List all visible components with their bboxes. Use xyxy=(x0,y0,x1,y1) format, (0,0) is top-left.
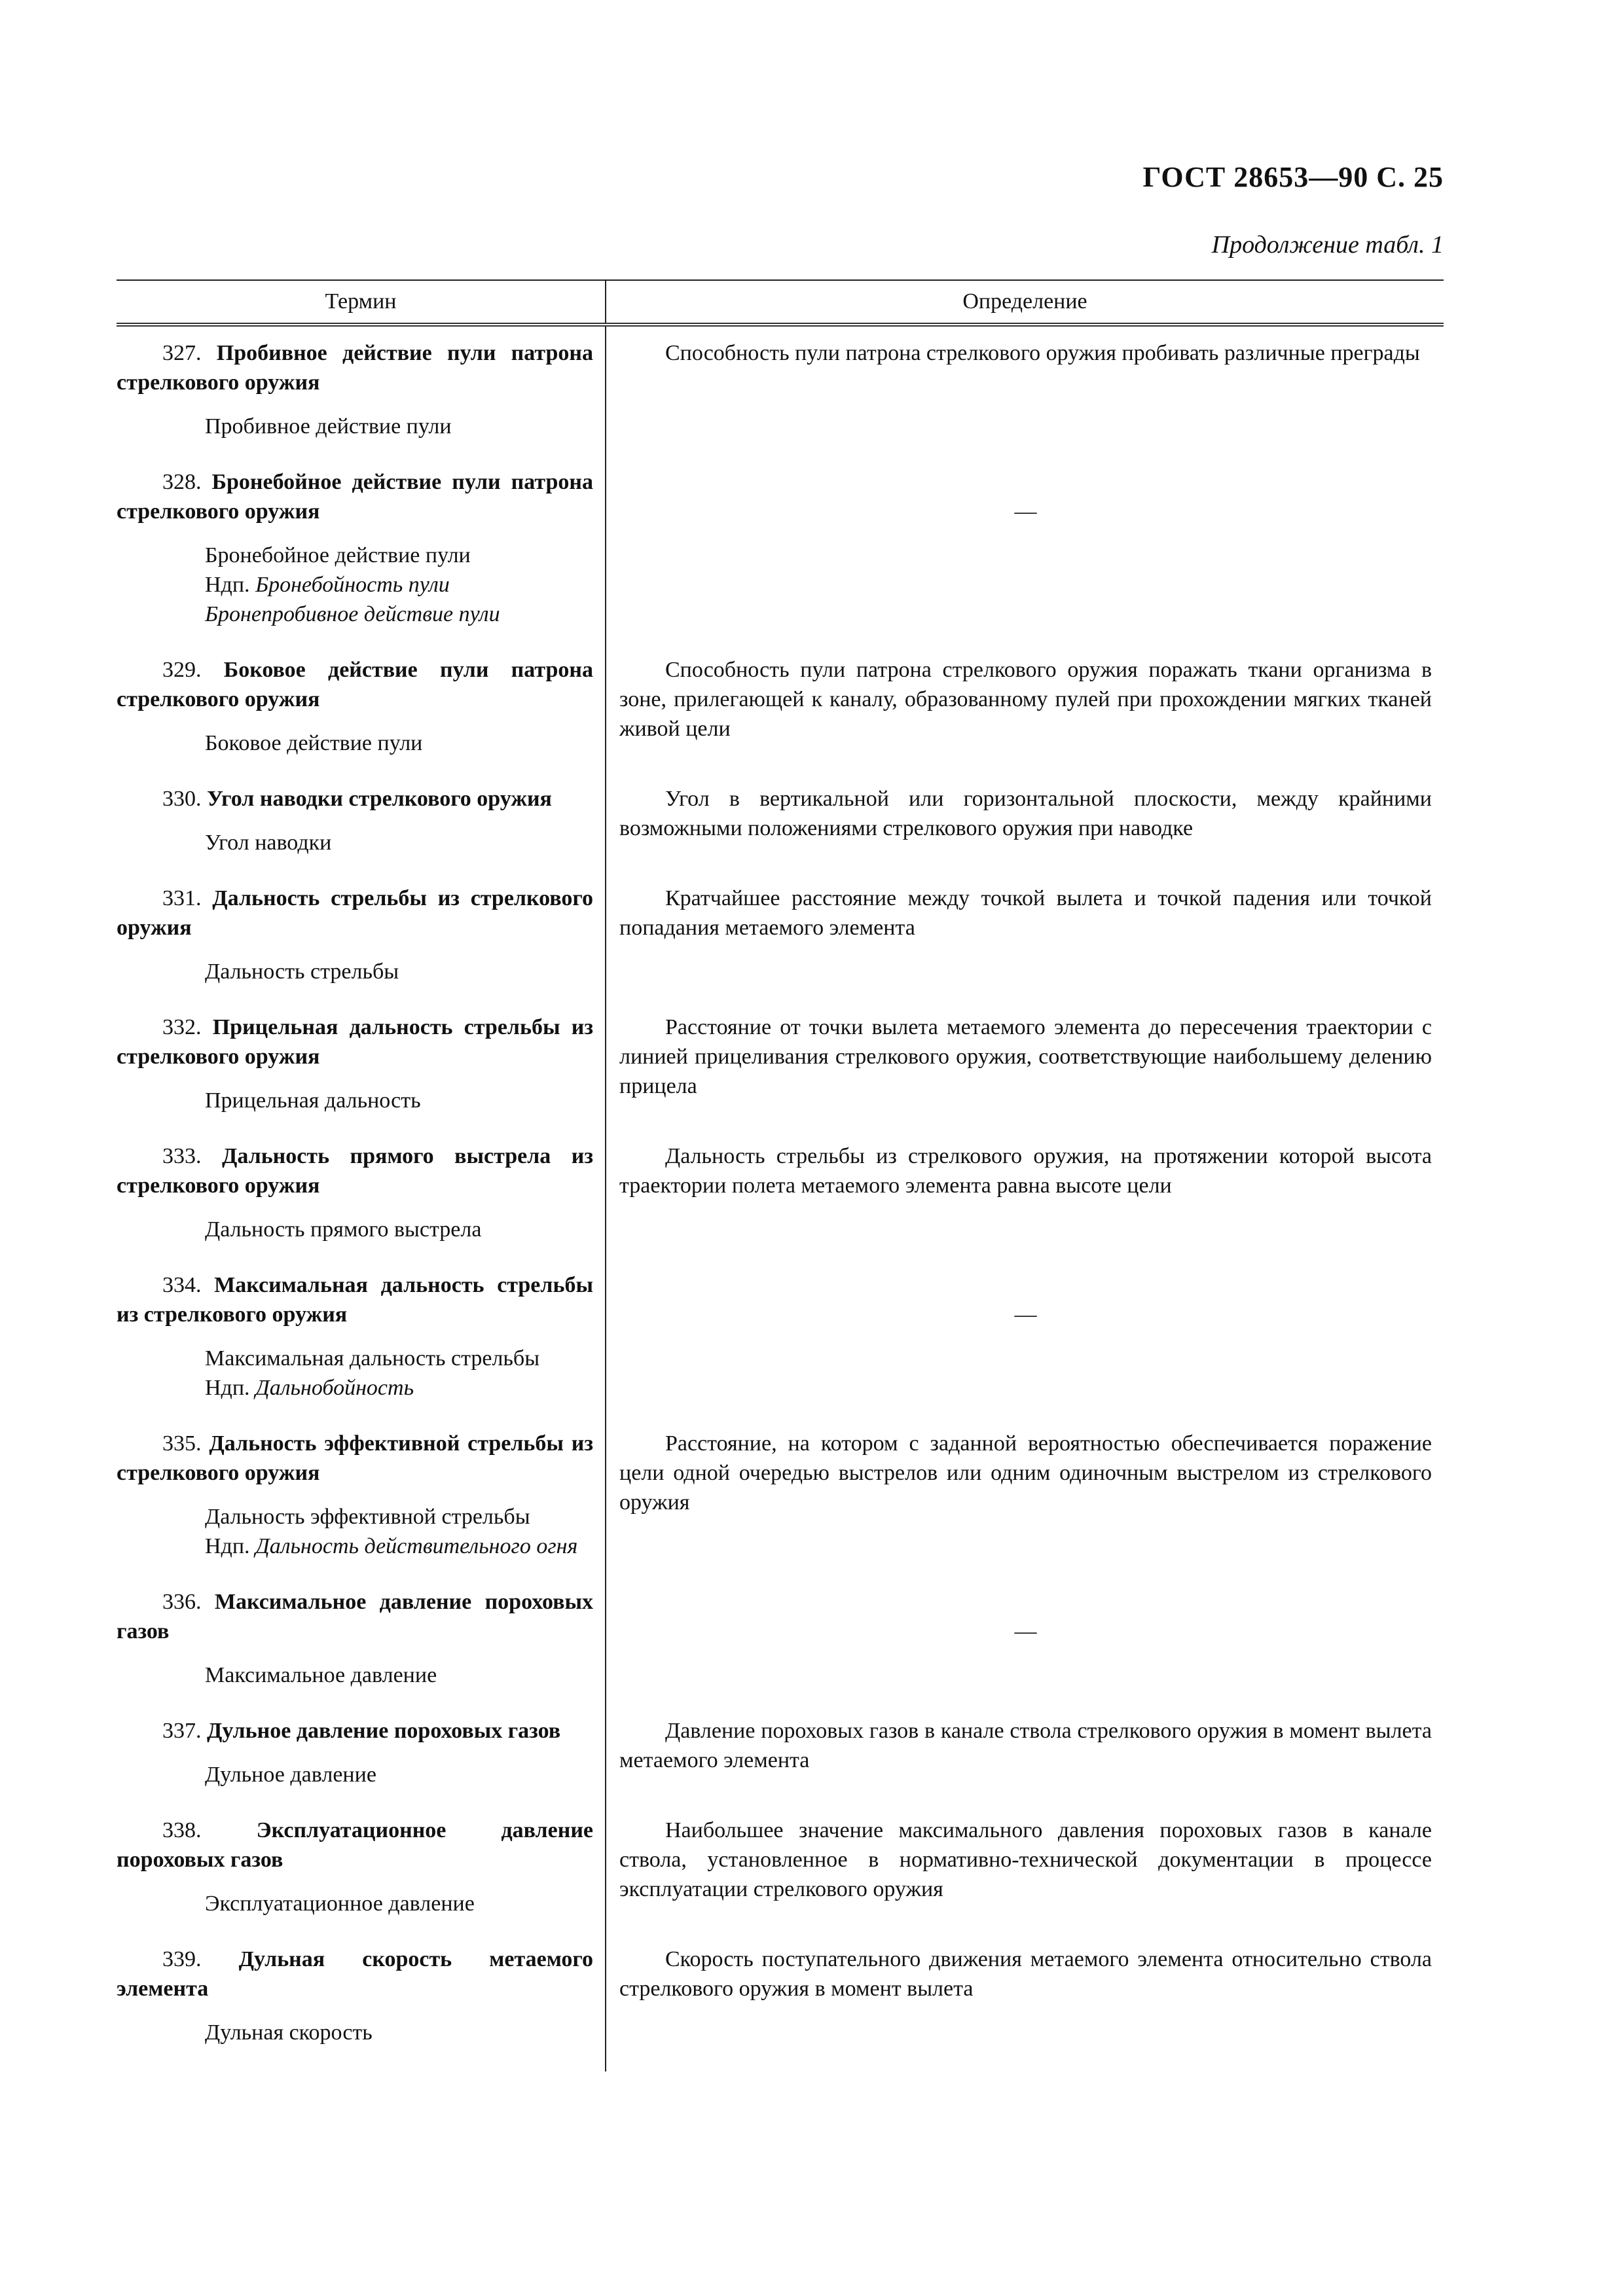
term-short-text: Пробивное действие пули xyxy=(205,414,452,439)
term-text: Угол наводки стрелкового оружия xyxy=(207,787,552,811)
term-short-text: Боковое действие пули xyxy=(205,731,423,755)
term-text: Дульная скорость метаемого элемента xyxy=(117,1947,593,2001)
ndp-label: Ндп. xyxy=(205,573,256,597)
ndp-label: Ндп. xyxy=(205,1534,256,1558)
column-header-term: Термин xyxy=(117,281,606,323)
term-number: 331. xyxy=(162,886,213,910)
term-short-form xyxy=(117,1502,593,1561)
ndp-term: Дальность действительного огня xyxy=(255,1534,578,1558)
table-row xyxy=(117,1259,1444,1417)
table-row xyxy=(117,1575,1444,1704)
table-row xyxy=(117,1804,1444,1933)
term-cell xyxy=(117,1141,606,1244)
term-short-text: Дульная скорость xyxy=(205,2020,373,2045)
ndp-label: Ндп. xyxy=(205,1376,256,1400)
ndp-term-alt: Бронепробивное действие пули xyxy=(205,602,500,626)
term-title xyxy=(117,1141,593,1200)
term-number: 334. xyxy=(162,1273,215,1297)
definition-text: Расстояние, на котором с заданной вероятностью обеспечивается поражение цели одной очередью выстрелов или одним одиночным выстрелом из стрелкового оружия xyxy=(619,1431,1432,1515)
term-cell xyxy=(117,1013,606,1115)
term-number: 333. xyxy=(162,1144,222,1168)
definition-text: — xyxy=(1014,1302,1037,1327)
term-cell xyxy=(117,784,606,857)
terms-table xyxy=(117,279,1444,2072)
term-short-form xyxy=(117,1889,593,1918)
table-row xyxy=(117,1933,1444,2062)
definition-cell xyxy=(606,1587,1444,1690)
term-cell xyxy=(117,467,606,629)
term-cell xyxy=(117,1429,606,1561)
definition-cell xyxy=(606,1816,1444,1918)
definition-text: — xyxy=(1014,499,1037,524)
term-short-text: Дальность эффективной стрельбы xyxy=(205,1505,530,1529)
term-title xyxy=(117,1013,593,1071)
term-title xyxy=(117,884,593,942)
term-title xyxy=(117,1816,593,1874)
term-cell xyxy=(117,884,606,986)
term-short-text: Максимальная дальность стрельбы xyxy=(205,1346,540,1371)
definition-cell xyxy=(606,1013,1444,1115)
term-title xyxy=(117,1945,593,2003)
term-title xyxy=(117,467,593,526)
term-text: Дальность прямого выстрела из стрелкового оружия xyxy=(117,1144,593,1198)
term-short-form xyxy=(117,957,593,986)
term-number: 338. xyxy=(162,1818,257,1842)
table-header-row xyxy=(117,281,1444,327)
table-row xyxy=(117,643,1444,772)
table-continuation-label: Продолжение табл. 1 xyxy=(1211,231,1444,259)
term-title xyxy=(117,1716,593,1746)
term-title xyxy=(117,655,593,714)
definition-text: Способность пули патрона стрелкового оружия пробивать различные преграды xyxy=(665,341,1420,365)
term-number: 328. xyxy=(162,470,212,494)
term-text: Дальность эффективной стрельбы из стрелкового оружия xyxy=(117,1431,593,1485)
term-number: 337. xyxy=(162,1719,207,1743)
term-short-form xyxy=(117,541,593,629)
term-short-text: Эксплуатационное давление xyxy=(205,1892,475,1916)
term-number: 327. xyxy=(162,341,217,365)
term-text: Максимальная дальность стрельбы из стрелкового оружия xyxy=(117,1273,593,1327)
term-cell xyxy=(117,1587,606,1690)
definition-cell xyxy=(606,1945,1444,2047)
term-short-form xyxy=(117,1660,593,1690)
definition-cell xyxy=(606,884,1444,986)
definition-cell xyxy=(606,655,1444,758)
term-short-text: Угол наводки xyxy=(205,831,332,855)
definition-text: Способность пули патрона стрелкового оружия поражать ткани организма в зоне, прилегающей к каналу, образованному пулей при прохождении мягких тканей живой цели xyxy=(619,658,1432,741)
term-short-text: Бронебойное действие пули xyxy=(205,543,471,567)
term-number: 336. xyxy=(162,1590,215,1614)
term-short-text: Максимальное давление xyxy=(205,1663,437,1687)
term-short-form xyxy=(117,1086,593,1115)
term-short-form xyxy=(117,1215,593,1244)
ndp-term: Бронебойность пули xyxy=(255,573,450,597)
definition-cell xyxy=(606,1429,1444,1561)
term-number: 339. xyxy=(162,1947,239,1971)
term-number: 332. xyxy=(162,1015,213,1039)
term-number: 330. xyxy=(162,787,207,811)
term-short-text: Прицельная дальность xyxy=(205,1088,421,1113)
term-text: Эксплуатационное давление пороховых газов xyxy=(117,1818,593,1872)
term-short-form xyxy=(117,1344,593,1403)
table-row xyxy=(117,327,1444,456)
term-number: 329. xyxy=(162,658,224,682)
definition-cell xyxy=(606,1270,1444,1403)
definition-text: Кратчайшее расстояние между точкой вылета и точкой падения или точкой попадания метаемого элемента xyxy=(619,886,1432,940)
definition-text: — xyxy=(1014,1619,1037,1643)
table-row xyxy=(117,1704,1444,1804)
ndp-term: Дальнобойность xyxy=(255,1376,414,1400)
term-cell xyxy=(117,1945,606,2047)
term-short-form xyxy=(117,2018,593,2047)
term-text: Пробивное действие пули патрона стрелкового оружия xyxy=(117,341,593,395)
definition-text: Наибольшее значение максимального давления пороховых газов в канале ствола, установленное в нормативно-технической документации в процессе эксплуатации стрелкового оружия xyxy=(619,1818,1432,1901)
table-body xyxy=(117,327,1444,2072)
term-title xyxy=(117,784,593,814)
table-row xyxy=(117,456,1444,643)
term-short-form xyxy=(117,728,593,758)
term-short-form xyxy=(117,1760,593,1789)
term-text: Боковое действие пули патрона стрелкового оружия xyxy=(117,658,593,711)
term-short-text: Дальность стрельбы xyxy=(205,960,399,984)
term-number: 335. xyxy=(162,1431,210,1456)
table-row xyxy=(117,1417,1444,1575)
term-cell xyxy=(117,1716,606,1789)
definition-text: Скорость поступательного движения метаемого элемента относительно ствола стрелкового оружия в момент вылета xyxy=(619,1947,1432,2001)
table-row xyxy=(117,772,1444,872)
term-title xyxy=(117,1270,593,1329)
term-cell xyxy=(117,1816,606,1918)
term-short-form xyxy=(117,828,593,857)
table-row xyxy=(117,1130,1444,1259)
term-cell xyxy=(117,338,606,441)
term-short-text: Дальность прямого выстрела xyxy=(205,1217,482,1242)
definition-cell xyxy=(606,467,1444,629)
term-text: Максимальное давление пороховых газов xyxy=(117,1590,593,1643)
term-text: Бронебойное действие пули патрона стрелкового оружия xyxy=(117,470,594,524)
definition-text: Дальность стрельбы из стрелкового оружия, на протяжении которой высота траектории полета метаемого элемента равна высоте цели xyxy=(619,1144,1432,1198)
term-title xyxy=(117,1587,593,1646)
term-short-form xyxy=(117,412,593,441)
definition-text: Угол в вертикальной или горизонтальной плоскости, между крайними возможными положениями стрелкового оружия при наводке xyxy=(619,787,1432,840)
term-text: Прицельная дальность стрельбы из стрелкового оружия xyxy=(117,1015,594,1069)
definition-text: Давление пороховых газов в канале ствола стрелкового оружия в момент вылета метаемого элемента xyxy=(619,1719,1432,1772)
table-row xyxy=(117,1001,1444,1130)
term-text: Дальность стрельбы из стрелкового оружия xyxy=(117,886,594,940)
term-text: Дульное давление пороховых газов xyxy=(207,1719,561,1743)
term-short-text: Дульное давление xyxy=(205,1763,376,1787)
term-title xyxy=(117,338,593,397)
definition-cell xyxy=(606,1716,1444,1789)
page-title: ГОСТ 28653—90 С. 25 xyxy=(1142,161,1444,193)
column-header-definition: Определение xyxy=(962,289,1087,314)
definition-cell xyxy=(606,1141,1444,1244)
term-title xyxy=(117,1429,593,1488)
term-cell xyxy=(117,655,606,758)
definition-text: Расстояние от точки вылета метаемого элемента до пересечения траектории с линией прицеливания стрелкового оружия, соответствующие наибольшему делению прицела xyxy=(619,1015,1432,1098)
table-row xyxy=(117,872,1444,1001)
definition-cell xyxy=(606,784,1444,857)
table-entries xyxy=(117,327,1444,2062)
term-cell xyxy=(117,1270,606,1403)
definition-cell xyxy=(606,338,1444,441)
